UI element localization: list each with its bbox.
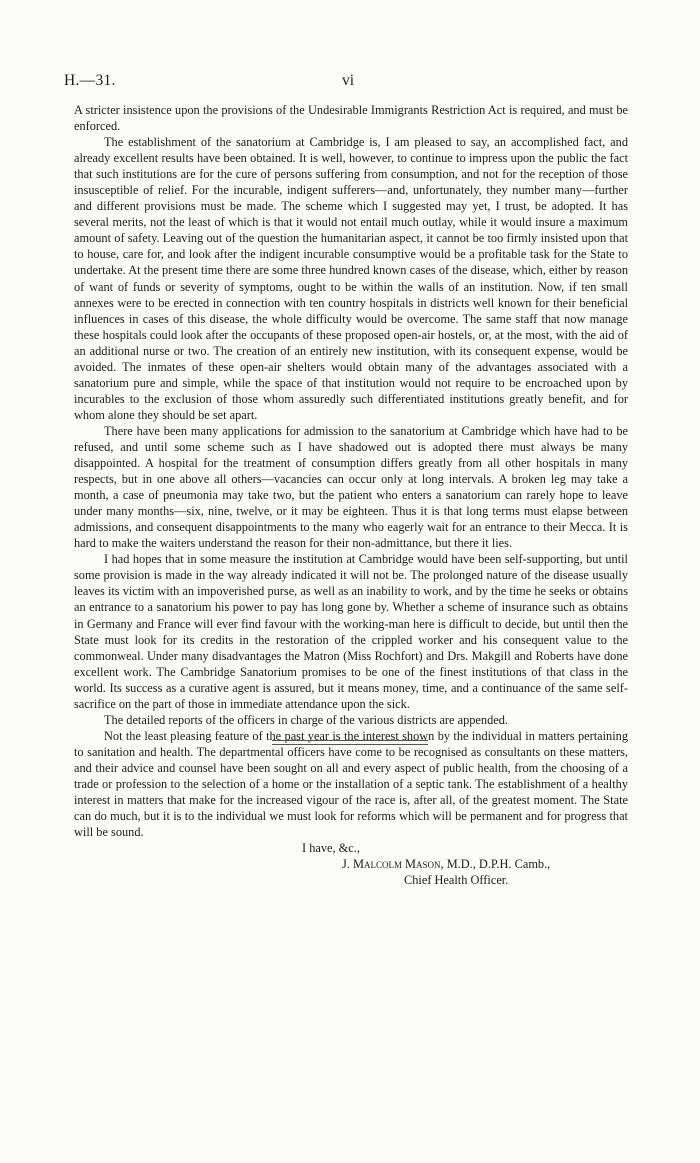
page-header — [64, 72, 636, 92]
closing-rule-top — [272, 740, 428, 741]
closing-rule-bottom — [272, 744, 428, 745]
paragraph-admissions: There have been many applications for admission to the sanatorium at Cambridge which have had to be refused, and until some scheme such as I have shadowed out is adopted there must always be many disappointed. A hospital for the treatment of consumption differs greatly from all other hospitals in many respects, but in one above all others—vacancies can occur only at long intervals. A broken leg may take a month, a case of pneumonia may take two, but the patient who enters a sanatorium can rarely hope to leave under many months—six, nine, twelve, or it may be eighteen. Thus it is that long terms must elapse between admissions, and consequent disappointments to the many who eagerly wait for an entrance to their Mecca. It is hard to make the waiters understand the reason for their non-admittance, but there it lies. — [74, 423, 628, 551]
signatory-name: Malcolm Mason — [352, 857, 441, 872]
page-number: vi — [342, 72, 355, 89]
report-body — [74, 102, 628, 888]
signatory-initial: J. — [342, 857, 350, 872]
paragraph-immigrants-act: A stricter insistence upon the provisions of the Undesirable Immigrants Restriction Act is required, and must be enforced. — [74, 103, 628, 134]
signatory — [74, 856, 628, 872]
signatory-title: Chief Health Officer. — [404, 873, 509, 888]
paragraph-sanatorium-scheme: The establishment of the sanatorium at Cambridge is, I am pleased to say, an accomplished fact, and already excellent results have been obtained. It is well, however, to continue to impress upon the public the fact that such institutions are for the cure of persons suffering from consumption, and not for the reception of those insusceptible of relief. For the incurable, indigent sufferers—and, unfortunately, they number many—further and different provisions must be made. The scheme which I suggested may yet, I trust, be adopted. It has several merits, not the least of which is that it would not entail much outlay, while it would insure a maximum amount of safety. Leaving out of the question the humanitarian aspect, it cannot be too firmly insisted upon that to house, care for, and look after the indigent incurable consumptive would be a profitable task for the State to undertake. At the present time there are some three hundred known cases of the disease, which, either by reason of want of funds or severity of symptoms, ought to be within the walls of an institution. Now, if ten small annexes were to be erected in connection with ten country hospitals in districts well known for their beneficial influences in cases of this disease, the whole difficulty would be overcome. The same staff that now manage these hospitals could look after the occupants of these proposed open-air hostels, or, at the most, with the aid of an additional nurse or two. The creation of an entirely new institution, with its consequent expense, would be avoided. The inmates of these open-air shelters would obtain many of the advantages associated with a sanatorium pure and simple, while the space of that institution would not require to be encroached upon by incurables to the exclusion of those whom assuredly such differentiated institutions greatly benefit, and for whom alone they should be set apart. — [74, 135, 628, 422]
paragraph-public-interest: Not the least pleasing feature of the past year is the interest shown by the individual in matters pertaining to sanitation and health. The departmental officers have come to be recognised as consultants on these matters, and their advice and counsel have been sought on all and every aspect of public health, from the choosing of a trade or profession to the selection of a home or the installation of a septic tank. The establishment of a healthy interest in matters that make for the increased vigour of the race is, after all, of the greatest moment. The State can do much, but it is to the individual we must look for reforms which will be permanent and for progress that will be sound. — [74, 728, 628, 840]
document-reference: H.—31. — [64, 72, 116, 89]
salutation: I have, &c., — [302, 841, 360, 856]
paragraph-self-supporting: I had hopes that in some measure the institution at Cambridge would have been self-supporting, but until some provision is made in the way already indicated it will not be. The prolonged nature of the disease usually leaves its victim with an impoverished purse, as well as an inability to work, and by the time he seeks or obtains an entrance to a sanatorium his power to pay has long gone by. Whether a scheme of insurance such as obtains in Germany and France will ever find favour with the working-man here is difficult to decide, but until then the State must look for its credits in the restoration of the crippled worker and his consequent value to the commonweal. Under many disadvantages the Matron (Miss Rochfort) and Drs. Makgill and Roberts have done excellent work. The Cambridge Sanatorium promises to be one of the finest institutions of that class in the world. Its success as a curative agent is assured, but it means money, time, and a continuance of the same self-sacrifice on the part of those in immediate attendance upon the sick. — [74, 552, 628, 711]
signatory-degrees: , M.D., D.P.H. Camb., — [440, 857, 551, 872]
signature-block — [74, 840, 628, 888]
paragraph-reports-appended: The detailed reports of the officers in charge of the various districts are appended. — [104, 712, 508, 727]
